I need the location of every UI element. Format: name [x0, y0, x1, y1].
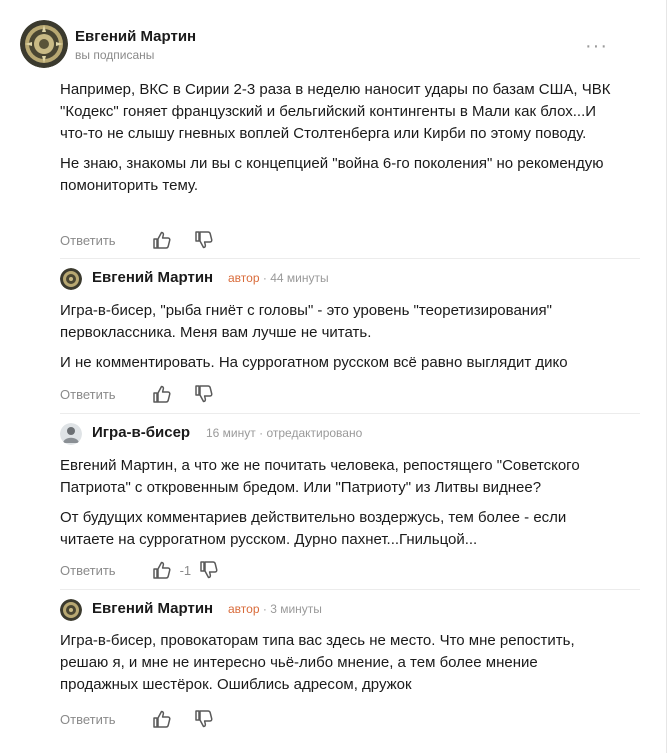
dislike-icon[interactable] [194, 384, 214, 404]
reply-body [60, 630, 620, 696]
comment-actions [60, 558, 219, 582]
reply-comment [60, 423, 640, 445]
comment-meta: автор · 44 минуты [228, 271, 329, 285]
more-options-icon[interactable]: ··· [585, 35, 608, 57]
comment-body [60, 79, 620, 197]
timestamp: 44 минуты [270, 271, 329, 285]
dislike-icon[interactable] [194, 709, 214, 729]
divider [60, 258, 640, 259]
comment-paragraph: Евгений Мартин, а что же не почитать человека, репостящего "Советского Патриота" с откровенным бредом. Или "Патриоту" из Литвы виднее? [60, 457, 580, 496]
comment-actions [60, 382, 214, 406]
avatar[interactable] [60, 268, 82, 290]
comment-paragraph: И не комментировать. На суррогатном русском всё равно выглядит дико [60, 354, 568, 371]
author-badge: автор [228, 602, 260, 616]
dislike-icon[interactable] [194, 230, 214, 250]
avatar[interactable] [20, 20, 68, 68]
comment-paragraph: От будущих комментариев действительно воздержусь, тем более - если читаете на суррогатном русском. Дурно пахнет...Гнильцой... [60, 509, 567, 548]
divider [60, 589, 640, 590]
timestamp: 3 минуты [270, 602, 322, 616]
comment-paragraph: Игра-в-бисер, провокаторам типа вас здесь не место. Что мне репостить, решаю я, и мне не интересно чьё-либо мнение, а тем более мнение продажных шестёрок. Ошиблись адресом, дружок [60, 632, 575, 693]
dislike-icon[interactable] [199, 560, 219, 580]
avatar[interactable] [60, 599, 82, 621]
reply-body [60, 300, 630, 374]
like-icon[interactable] [152, 560, 172, 580]
reply-comment [60, 268, 640, 290]
author-name[interactable]: Игра-в-бисер [92, 424, 191, 441]
comment-header [20, 20, 640, 70]
author-name[interactable]: Евгений Мартин [92, 600, 214, 617]
comment-actions [60, 707, 214, 731]
reply-button[interactable]: Ответить [60, 232, 116, 248]
author-badge: автор [228, 271, 260, 285]
author-name[interactable]: Евгений Мартин [92, 269, 214, 286]
reply-comment [60, 599, 640, 621]
divider [60, 413, 640, 414]
author-name[interactable]: Евгений Мартин [75, 28, 197, 45]
comment-actions [60, 228, 214, 252]
avatar[interactable] [60, 423, 82, 445]
reply-button[interactable]: Ответить [60, 562, 116, 578]
reply-button[interactable]: Ответить [60, 711, 116, 727]
comment-paragraph: Игра-в-бисер, "рыба гниёт с головы" - это уровень "теоретизирования" первоклассника. Меня вам лучше не читать. [60, 302, 552, 341]
edited-label: отредактировано [266, 426, 363, 440]
like-icon[interactable] [152, 230, 172, 250]
like-icon[interactable] [152, 384, 172, 404]
subscription-status: вы подписаны [75, 48, 155, 62]
comment-paragraph: Например, ВКС в Сирии 2-3 раза в неделю наносит удары по базам США, ЧВК "Кодекс" гоняет французский и бельгийский контингенты в Мали как блох...И что-то не слышу гневных воплей Столтенберга или Кирби по этому поводу. [60, 81, 611, 142]
like-icon[interactable] [152, 709, 172, 729]
comment-meta: 16 минут · отредактировано [206, 426, 363, 440]
reply-body [60, 455, 620, 551]
comment-meta: автор · 3 минуты [228, 602, 322, 616]
comment-paragraph: Не знаю, знакомы ли вы с концепцией "война 6-го поколения" но рекомендую помониторить тему. [60, 155, 604, 194]
timestamp: 16 минут [206, 426, 256, 440]
score-count: -1 [179, 562, 192, 578]
reply-button[interactable]: Ответить [60, 386, 116, 402]
